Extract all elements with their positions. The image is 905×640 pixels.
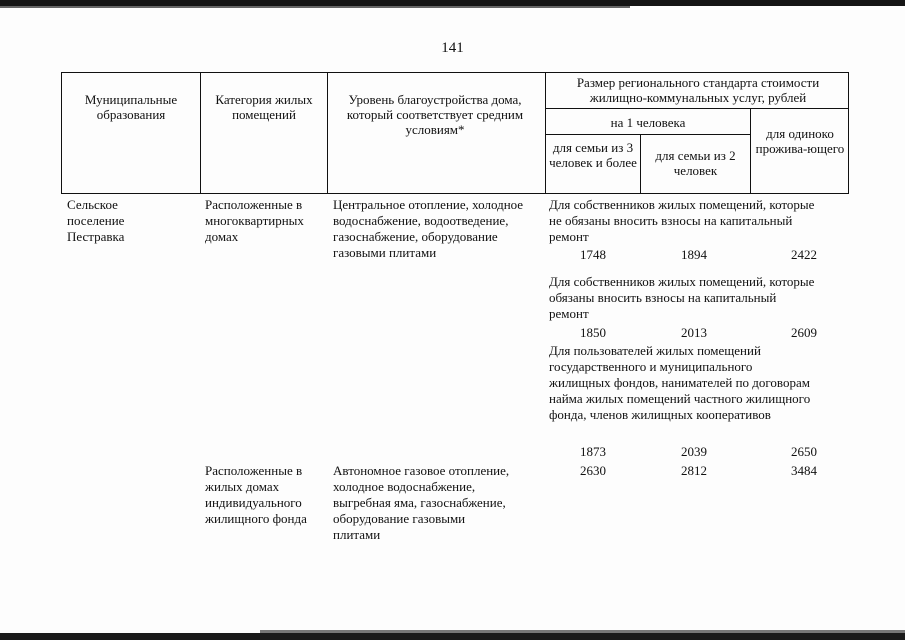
header-family-3: для семьи из 3 человек и более xyxy=(549,140,637,170)
value-single: 2609 xyxy=(791,325,817,340)
value-family-3: 1850 xyxy=(580,325,606,340)
header-municipality: Муниципальные образования xyxy=(84,92,178,122)
page-number: 141 xyxy=(441,40,464,56)
scan-border-bottom xyxy=(0,633,905,640)
category-apartment-buildings: Расположенные в многоквартирных домах xyxy=(205,197,304,244)
scan-border-top-inner xyxy=(0,6,630,8)
value-family-2: 2812 xyxy=(681,463,707,478)
table-header-subrow-border xyxy=(545,108,849,109)
header-family-2: для семьи из 2 человек xyxy=(655,148,736,178)
level-individual-houses: Автономное газовое отопление, холодное водоснабжение, выгребная яма, газоснабжение, оборудование газовыми плитами xyxy=(333,463,510,542)
group-label-capital-repair: Для собственников жилых помещений, которые обязаны вносить взносы на капитальный ремонт xyxy=(549,274,815,321)
header-per-person: на 1 человека xyxy=(610,115,686,130)
value-family-2: 2013 xyxy=(681,325,707,340)
value-family-3: 2630 xyxy=(580,463,606,478)
value-single: 2422 xyxy=(791,247,817,262)
value-family-2: 1894 xyxy=(681,247,707,262)
value-family-2: 2039 xyxy=(681,444,707,459)
table-header-bottom-border xyxy=(61,193,849,194)
municipality-name: Сельское поселение Пестравка xyxy=(67,197,125,244)
table-header-divider xyxy=(640,134,641,194)
header-single: для одиноко прожива-ющего xyxy=(755,126,845,156)
table-header-divider xyxy=(200,72,201,194)
table-header-divider xyxy=(327,72,328,194)
value-family-3: 1873 xyxy=(580,444,606,459)
header-category: Категория жилых помещений xyxy=(215,92,313,122)
table-header-top-border xyxy=(61,72,849,73)
table-header-divider xyxy=(545,72,546,194)
category-individual-houses: Расположенные в жилых домах индивидуального жилищного фонда xyxy=(205,463,307,526)
value-family-3: 1748 xyxy=(580,247,606,262)
table-header-divider xyxy=(848,72,849,194)
table-header-divider xyxy=(61,72,62,194)
group-label-tenants: Для пользователей жилых помещений государственного и муниципального жилищных фондов, нанимателей по договорам найма жилых помещений частного жилищного фонда, членов жилищных кооперативов xyxy=(549,343,811,422)
level-apartment-buildings: Центральное отопление, холодное водоснабжение, водоотведение, газоснабжение, оборудование газовыми плитами xyxy=(333,197,524,260)
group-label-no-capital-repair: Для собственников жилых помещений, которые не обязаны вносить взносы на капитальный ремонт xyxy=(549,197,815,244)
header-standard-size: Размер регионального стандарта стоимости жилищно-коммунальных услуг, рублей xyxy=(576,75,820,105)
value-single: 2650 xyxy=(791,444,817,459)
table-header-divider xyxy=(750,108,751,194)
table-header-per-person-border xyxy=(545,134,750,135)
header-level: Уровень благоустройства дома, который соответствует средним условиям* xyxy=(346,92,524,137)
value-single: 3484 xyxy=(791,463,817,478)
